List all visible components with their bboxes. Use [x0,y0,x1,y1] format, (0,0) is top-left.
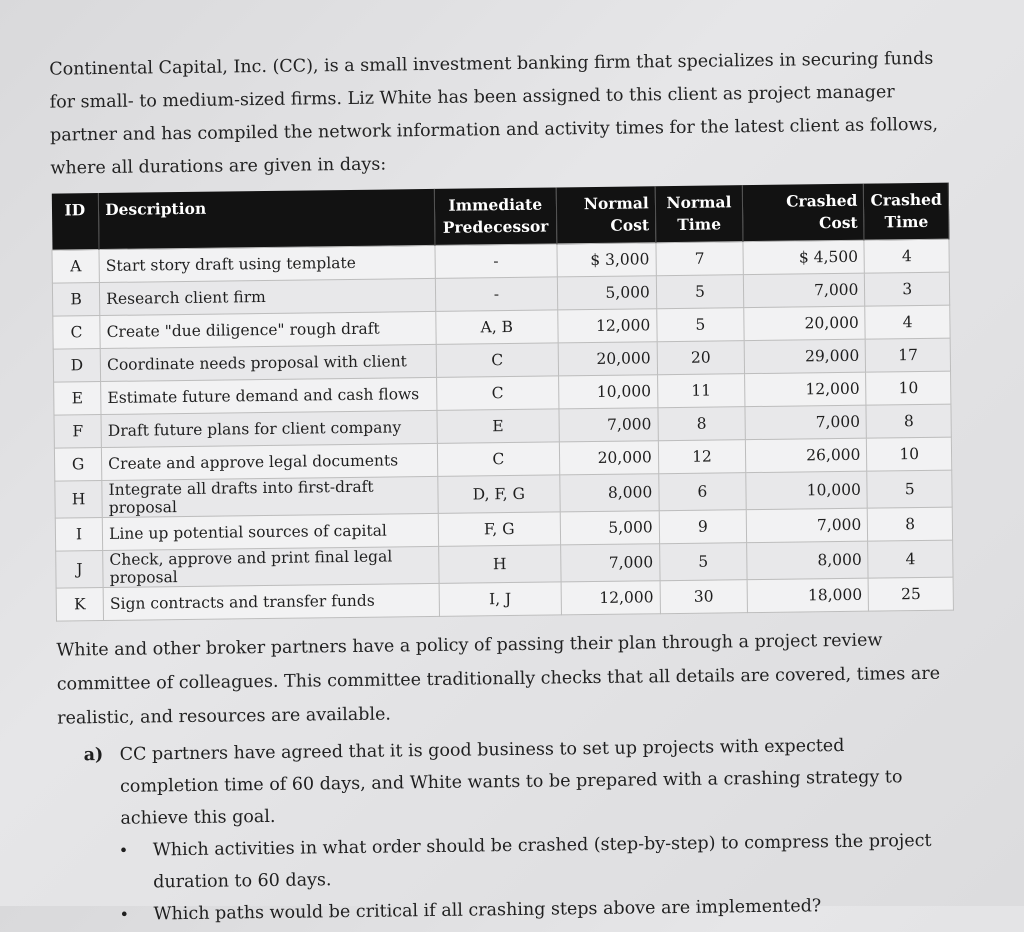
cell-crashed-time: 3 [865,272,950,306]
cell-normal-time: 5 [659,543,747,581]
cell-id: G [54,448,102,482]
cell-normal-cost: 5,000 [557,276,657,310]
cell-crashed-cost: 8,000 [747,541,869,579]
cell-description: Create "due diligence" rough draft [100,311,436,348]
cell-crashed-cost: 7,000 [743,273,865,307]
cell-normal-cost: 7,000 [558,408,658,442]
cell-crashed-cost: 7,000 [745,405,867,439]
cell-predecessor: - [435,244,557,278]
cell-crashed-cost: 7,000 [746,508,868,542]
cell-description: Create and approve legal documents [102,443,438,480]
header-crashed-cost: Crashed Cost [742,184,864,242]
table-body [52,239,953,621]
cell-crashed-time: 10 [866,371,951,405]
cell-crashed-cost: 12,000 [745,372,867,406]
cell-id: F [54,415,102,449]
cell-crashed-time: 8 [868,507,953,541]
cell-description: Estimate future demand and cash flows [101,377,437,414]
cell-crashed-cost: $ 4,500 [743,240,865,274]
cell-description: Integrate all drafts into first-draft proposal [102,476,438,517]
cell-normal-cost: 5,000 [560,511,660,545]
question-a-text: CC partners have agreed that it is good business to set up projects with expected completion time of 60 days, and White wants to be prepared with a crashing strategy to achieve this goal. [119,735,903,829]
cell-description: Check, approve and print final legal proposal [103,546,439,587]
cell-predecessor: C [436,343,558,377]
cell-normal-time: 12 [658,440,746,474]
cell-normal-time: 6 [659,473,747,511]
activity-table [51,183,954,622]
cell-normal-cost: 7,000 [560,544,660,582]
cell-id: H [55,481,103,519]
cell-crashed-cost: 26,000 [745,438,867,472]
header-description: Description [98,189,435,250]
header-crashed-time: Crashed Time [864,183,949,241]
cell-crashed-time: 10 [867,437,952,471]
cell-id: B [52,283,100,317]
cell-normal-time: 5 [656,275,744,309]
cell-crashed-cost: 18,000 [747,578,869,612]
cell-predecessor: D, F, G [438,475,560,513]
question-a [83,729,935,931]
cell-predecessor: C [438,442,560,476]
cell-id: C [53,316,101,350]
cell-predecessor: E [437,409,559,443]
cell-predecessor: C [437,376,559,410]
cell-crashed-time: 4 [865,305,950,339]
outro-paragraph: White and other broker partners have a policy of passing their plan through a project review committee of colleagues. This committee traditionally checks that all details are covered, times are realistic, and resources are available. [56,630,941,729]
cell-crashed-cost: 29,000 [744,339,866,373]
header-normal-time: Normal Time [655,185,743,243]
cell-description: Coordinate needs proposal with client [100,344,436,381]
cell-crashed-time: 8 [866,404,951,438]
question-a-label: a) [83,745,104,766]
cell-normal-cost: 10,000 [558,375,658,409]
header-normal-cost: Normal Cost [556,186,656,244]
bullet-icon: • [119,904,130,924]
cell-normal-cost: 12,000 [557,309,657,343]
cell-crashed-cost: 10,000 [746,471,868,509]
cell-predecessor: - [436,277,558,311]
bullet-text: Which paths would be critical if all crashing steps above are implemented? [153,896,822,925]
cell-id: J [56,551,104,589]
cell-normal-time: 9 [659,510,747,544]
cell-predecessor: H [439,545,561,583]
cell-normal-time: 7 [656,242,744,276]
cell-normal-cost: $ 3,000 [556,243,656,277]
intro-paragraph: Continental Capital, Inc. (CC), is a small investment banking firm that specializes in securing funds for small- to medium-sized firms. Liz White has been assigned to this client as project manager partner and has compiled the network information and activity times for the latest client as follows, where all durations are given in days: [49,48,939,179]
cell-description: Sign contracts and transfer funds [103,583,439,620]
cell-crashed-time: 4 [868,540,953,578]
cell-normal-time: 11 [657,374,745,408]
cell-description: Research client firm [100,278,436,315]
cell-crashed-time: 5 [867,470,952,508]
cell-normal-time: 30 [660,580,748,614]
cell-crashed-time: 17 [866,338,951,372]
cell-predecessor: F, G [438,512,560,546]
cell-normal-cost: 8,000 [559,474,659,512]
cell-id: A [52,250,100,284]
cell-normal-cost: 20,000 [558,342,658,376]
cell-id: D [53,349,101,383]
cell-normal-time: 5 [657,308,745,342]
cell-predecessor: A, B [436,310,558,344]
header-predecessor: Immediate Predecessor [434,187,556,245]
cell-crashed-time: 25 [868,577,953,611]
bullet-text: Which activities in what order should be crashed (step-by-step) to compress the project duration to 60 days. [152,830,932,893]
cell-predecessor: I, J [439,582,561,616]
cell-description: Line up potential sources of capital [102,513,438,550]
cell-description: Start story draft using template [99,245,435,282]
cell-crashed-cost: 20,000 [744,306,866,340]
cell-normal-time: 8 [658,407,746,441]
question-a-bullets [85,825,936,931]
cell-normal-cost: 20,000 [559,441,659,475]
cell-id: E [54,382,102,416]
bullet-item [118,825,936,899]
cell-description: Draft future plans for client company [101,410,437,447]
cell-crashed-time: 4 [864,239,949,273]
cell-id: K [56,588,104,622]
header-id: ID [51,193,99,250]
cell-normal-time: 20 [657,341,745,375]
cell-normal-cost: 12,000 [561,581,661,615]
bullet-icon: • [118,840,129,860]
cell-id: I [55,518,103,552]
